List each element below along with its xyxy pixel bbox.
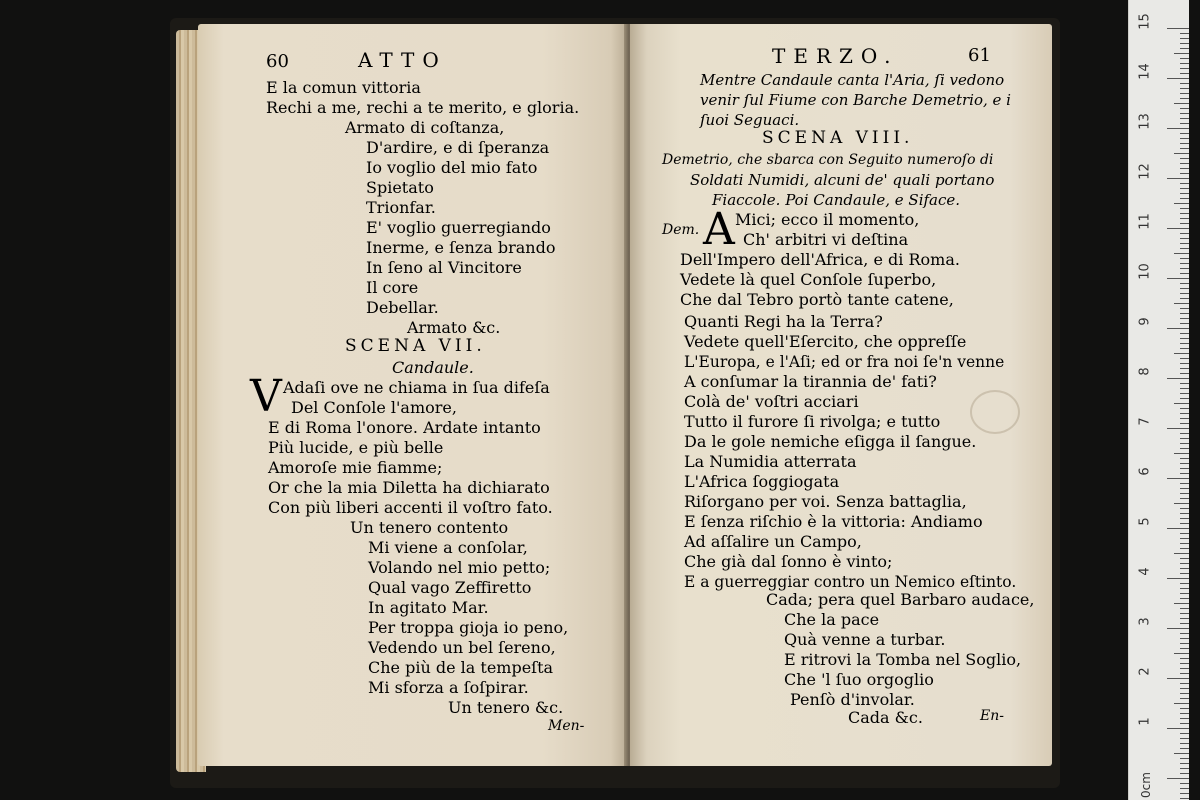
- ruler-tick: [1180, 513, 1189, 514]
- text-line: Spietato: [366, 178, 434, 197]
- ruler-tick: [1180, 118, 1189, 119]
- ruler-tick: [1180, 398, 1189, 399]
- ruler-tick: [1180, 298, 1189, 299]
- page-number-left: 60: [266, 51, 289, 72]
- ink-stain: [970, 390, 1020, 434]
- ruler-tick: [1180, 168, 1189, 169]
- text-line: Vedete là quel Conſole ſuperbo,: [680, 270, 937, 289]
- text-line: Da le gole nemiche eſigga il ſangue.: [684, 432, 977, 451]
- ruler-number: 14: [1137, 63, 1153, 80]
- text-line: L'Africa ſoggiogata: [684, 472, 840, 491]
- ruler-tick: [1180, 338, 1189, 339]
- ruler-tick: [1180, 638, 1189, 639]
- text-line: Con più liberi accenti il voſtro fato.: [268, 498, 553, 517]
- ruler-tick: [1180, 293, 1189, 294]
- ruler-tick: [1180, 723, 1189, 724]
- ruler-tick: [1180, 693, 1189, 694]
- ruler-tick: [1180, 48, 1189, 49]
- ruler-tick: [1180, 783, 1189, 784]
- drop-cap: A: [703, 204, 735, 255]
- ruler-tick: [1167, 678, 1189, 679]
- text-line: Del Conſole l'amore,: [291, 398, 457, 417]
- text-line: Armato &c.: [407, 318, 501, 337]
- text-line: Mi sforza a ſoſpirar.: [368, 678, 529, 697]
- ruler-tick: [1180, 243, 1189, 244]
- ruler-tick: [1180, 418, 1189, 419]
- ruler-tick: [1167, 128, 1189, 129]
- character-name: Candaule.: [392, 358, 474, 377]
- text-line: Colà de' voſtri acciari: [684, 392, 859, 411]
- ruler-tick: [1167, 178, 1189, 179]
- text-line: D'ardire, e di ſperanza: [366, 138, 550, 157]
- ruler-tick: [1180, 448, 1189, 449]
- ruler-tick: [1180, 183, 1189, 184]
- ruler-tick: [1180, 533, 1189, 534]
- ruler-tick: [1180, 363, 1189, 364]
- text-line: Debellar.: [366, 298, 439, 317]
- ruler-number: 5: [1137, 517, 1153, 526]
- ruler-tick: [1180, 573, 1189, 574]
- text-line: Più lucide, e più belle: [268, 438, 444, 457]
- stage-direction: Mentre Candaule canta l'Aria, ſi vedono: [700, 71, 1005, 89]
- ruler-number: 11: [1137, 213, 1153, 230]
- ruler-tick: [1180, 743, 1189, 744]
- ruler-number: 15: [1137, 13, 1153, 30]
- ruler-tick: [1180, 248, 1189, 249]
- ruler-tick: [1180, 498, 1189, 499]
- ruler-tick: [1180, 543, 1189, 544]
- ruler-number: 9: [1137, 317, 1153, 326]
- ruler-tick: [1174, 753, 1189, 754]
- ruler-tick: [1180, 268, 1189, 269]
- text-line: In ſeno al Vincitore: [366, 258, 522, 277]
- ruler-tick: [1174, 53, 1189, 54]
- ruler-tick: [1167, 728, 1189, 729]
- text-line: Tutto il furore ſi rivolga; e tutto: [684, 412, 941, 431]
- ruler-tick: [1180, 758, 1189, 759]
- ruler-tick: [1180, 518, 1189, 519]
- ruler-tick: [1180, 483, 1189, 484]
- running-head-right: TERZO.: [772, 44, 899, 68]
- ruler-tick: [1180, 323, 1189, 324]
- ruler-tick: [1180, 538, 1189, 539]
- ruler-tick: [1167, 328, 1189, 329]
- ruler-number: 2: [1137, 667, 1153, 676]
- ruler-tick: [1180, 73, 1189, 74]
- text-line: Trionfar.: [366, 198, 436, 217]
- ruler-tick: [1180, 658, 1189, 659]
- ruler-tick: [1167, 578, 1189, 579]
- text-line: Quà venne a turbar.: [784, 630, 946, 649]
- ruler-number: 7: [1137, 417, 1153, 426]
- ruler-tick: [1180, 443, 1189, 444]
- ruler-tick: [1174, 503, 1189, 504]
- text-line: Cada; pera quel Barbaro audace,: [766, 590, 1035, 609]
- measurement-ruler: [1128, 0, 1189, 800]
- ruler-tick: [1180, 98, 1189, 99]
- ruler-tick: [1180, 643, 1189, 644]
- ruler-tick: [1180, 713, 1189, 714]
- ruler-tick: [1180, 388, 1189, 389]
- ruler-tick: [1180, 333, 1189, 334]
- ruler-tick: [1180, 358, 1189, 359]
- ruler-tick: [1180, 568, 1189, 569]
- ruler-tick: [1180, 563, 1189, 564]
- ruler-tick: [1180, 63, 1189, 64]
- ruler-tick: [1180, 688, 1189, 689]
- ruler-tick: [1174, 353, 1189, 354]
- ruler-tick: [1167, 528, 1189, 529]
- text-line: E di Roma l'onore. Ardate intanto: [268, 418, 541, 437]
- ruler-tick: [1180, 548, 1189, 549]
- ruler-tick: [1180, 308, 1189, 309]
- ruler-tick: [1180, 188, 1189, 189]
- ruler-tick: [1180, 263, 1189, 264]
- text-line: In agitato Mar.: [368, 598, 489, 617]
- ruler-tick: [1180, 213, 1189, 214]
- ruler-tick: [1174, 153, 1189, 154]
- text-line: L'Europa, e l'Aſi; ed or fra noi ſe'n venne: [684, 353, 1005, 371]
- text-line: E a guerreggiar contro un Nemico eſtinto.: [684, 573, 1017, 591]
- ruler-number: 8: [1137, 367, 1153, 376]
- text-line: Un tenero &c.: [448, 698, 564, 717]
- text-line: Vedendo un bel ſereno,: [368, 638, 556, 657]
- ruler-tick: [1180, 488, 1189, 489]
- stage-direction: ſuoi Seguaci.: [700, 111, 800, 129]
- ruler-tick: [1180, 83, 1189, 84]
- text-line: E' voglio guerregiando: [366, 218, 551, 237]
- stage-direction: venir ſul Fiume con Barche Demetrio, e i: [700, 91, 1011, 109]
- ruler-tick: [1180, 718, 1189, 719]
- text-line: Che più de la tempeſta: [368, 658, 554, 677]
- ruler-tick: [1180, 768, 1189, 769]
- ruler-tick: [1180, 558, 1189, 559]
- ruler-tick: [1180, 608, 1189, 609]
- ruler-tick: [1174, 603, 1189, 604]
- ruler-tick: [1180, 588, 1189, 589]
- ruler-tick: [1167, 78, 1189, 79]
- text-line: Il core: [366, 278, 419, 297]
- speaker-label: Dem.: [662, 222, 700, 238]
- ruler-tick: [1180, 148, 1189, 149]
- ruler-tick: [1180, 163, 1189, 164]
- text-line: La Numidia atterrata: [684, 452, 857, 471]
- ruler-tick: [1180, 198, 1189, 199]
- ruler-tick: [1180, 318, 1189, 319]
- text-line: Che dal Tebro portò tante catene,: [680, 290, 954, 309]
- ruler-tick: [1180, 373, 1189, 374]
- ruler-tick: [1174, 453, 1189, 454]
- ruler-tick: [1180, 613, 1189, 614]
- ruler-tick: [1180, 473, 1189, 474]
- ruler-tick: [1180, 438, 1189, 439]
- ruler-tick: [1174, 203, 1189, 204]
- text-line: E la comun vittoria: [266, 78, 421, 97]
- ruler-tick: [1174, 303, 1189, 304]
- ruler-tick: [1180, 458, 1189, 459]
- ruler-tick: [1180, 288, 1189, 289]
- ruler-tick: [1167, 278, 1189, 279]
- ruler-tick: [1180, 413, 1189, 414]
- text-line: E ſenza riſchio è la vittoria: Andiamo: [684, 512, 983, 531]
- ruler-tick: [1180, 793, 1189, 794]
- ruler-tick: [1180, 673, 1189, 674]
- ruler-tick: [1180, 508, 1189, 509]
- ruler-tick: [1180, 668, 1189, 669]
- ruler-tick: [1180, 38, 1189, 39]
- ruler-tick: [1180, 343, 1189, 344]
- ruler-tick: [1180, 408, 1189, 409]
- stage-direction: Fiaccole. Poi Candaule, e Siface.: [712, 191, 961, 209]
- ruler-tick: [1167, 628, 1189, 629]
- ruler-tick: [1180, 238, 1189, 239]
- running-head-left: ATTO: [358, 48, 447, 72]
- text-line: Penſò d'involar.: [790, 690, 915, 709]
- text-line: Cada &c.: [848, 708, 923, 727]
- ruler-tick: [1180, 208, 1189, 209]
- ruler-tick: [1180, 523, 1189, 524]
- ruler-tick: [1180, 698, 1189, 699]
- text-line: Ad aſſalire un Campo,: [684, 532, 862, 551]
- ruler-tick: [1174, 253, 1189, 254]
- ruler-tick: [1180, 273, 1189, 274]
- ruler-tick: [1167, 778, 1189, 779]
- ruler-tick: [1180, 788, 1189, 789]
- scene-heading: SCENA VII.: [345, 336, 486, 356]
- ruler-tick: [1180, 138, 1189, 139]
- drop-cap: V: [250, 371, 282, 422]
- ruler-tick: [1180, 663, 1189, 664]
- ruler-tick: [1180, 258, 1189, 259]
- text-line: Mici; ecco il momento,: [735, 210, 920, 229]
- ruler-tick: [1174, 653, 1189, 654]
- ruler-tick: [1180, 283, 1189, 284]
- text-line: Amoroſe mie fiamme;: [268, 458, 443, 477]
- ruler-tick: [1174, 553, 1189, 554]
- ruler-tick: [1180, 493, 1189, 494]
- page-number-right: 61: [968, 45, 991, 66]
- ruler-tick: [1167, 378, 1189, 379]
- ruler-number: 6: [1137, 467, 1153, 476]
- ruler-tick: [1180, 593, 1189, 594]
- catchword-right: En-: [980, 708, 1004, 724]
- text-line: Dell'Impero dell'Africa, e di Roma.: [680, 250, 960, 269]
- ruler-tick: [1180, 598, 1189, 599]
- ruler-tick: [1174, 703, 1189, 704]
- ruler-tick: [1180, 633, 1189, 634]
- ruler-tick: [1180, 233, 1189, 234]
- ruler-tick: [1180, 133, 1189, 134]
- ruler-number: 10: [1137, 263, 1153, 280]
- text-line: Per troppa gioja io peno,: [368, 618, 569, 637]
- ruler-tick: [1180, 618, 1189, 619]
- text-line: Qual vago Zeffiretto: [368, 578, 532, 597]
- ruler-tick: [1167, 228, 1189, 229]
- ruler-tick: [1180, 798, 1189, 799]
- scene-heading: SCENA VIII.: [762, 128, 914, 148]
- ruler-tick: [1180, 463, 1189, 464]
- stage-direction: Demetrio, che sbarca con Seguito numeroſo di: [662, 152, 994, 168]
- ruler-tick: [1167, 428, 1189, 429]
- text-line: E ritrovi la Tomba nel Soglio,: [784, 650, 1022, 669]
- ruler-tick: [1180, 393, 1189, 394]
- text-line: A conſumar la tirannia de' fati?: [684, 372, 937, 391]
- ruler-tick: [1167, 28, 1189, 29]
- text-line: Armato di coſtanza,: [345, 118, 505, 137]
- text-line: Rechi a me, rechi a te merito, e gloria.: [266, 98, 580, 117]
- ruler-number: 1: [1137, 717, 1153, 726]
- text-line: Quanti Regi ha la Terra?: [684, 312, 883, 331]
- text-line: Vedete quell'Eſercito, che oppreſſe: [684, 332, 967, 351]
- ruler-number: 4: [1137, 567, 1153, 576]
- stage-direction: Soldati Numidi, alcuni de' quali portano: [690, 171, 995, 189]
- ruler-tick: [1180, 648, 1189, 649]
- ruler-tick: [1180, 763, 1189, 764]
- catchword-left: Men-: [548, 718, 585, 734]
- text-line: Ch' arbitri vi deſtina: [743, 230, 909, 249]
- ruler-tick: [1180, 773, 1189, 774]
- text-line: Che già dal ſonno è vinto;: [684, 552, 893, 571]
- ruler-tick: [1180, 368, 1189, 369]
- ruler-tick: [1174, 103, 1189, 104]
- text-line: Adaſi ove ne chiama in ſua difeſa: [283, 378, 550, 397]
- ruler-tick: [1180, 708, 1189, 709]
- text-line: Che la pace: [784, 610, 880, 629]
- ruler-tick: [1180, 58, 1189, 59]
- ruler-tick: [1180, 423, 1189, 424]
- ruler-tick: [1180, 383, 1189, 384]
- ruler-tick: [1180, 223, 1189, 224]
- ruler-tick: [1180, 623, 1189, 624]
- ruler-tick: [1180, 173, 1189, 174]
- ruler-tick: [1180, 88, 1189, 89]
- ruler-tick: [1180, 108, 1189, 109]
- ruler-unit: 0cm: [1138, 772, 1153, 798]
- ruler-tick: [1180, 468, 1189, 469]
- ruler-tick: [1167, 478, 1189, 479]
- ruler-number: 12: [1137, 163, 1153, 180]
- ruler-tick: [1180, 733, 1189, 734]
- ruler-tick: [1180, 683, 1189, 684]
- text-line: Inerme, e ſenza brando: [366, 238, 556, 257]
- text-line: Mi viene a conſolar,: [368, 538, 528, 557]
- ruler-tick: [1180, 43, 1189, 44]
- ruler-tick: [1180, 68, 1189, 69]
- ruler-tick: [1180, 143, 1189, 144]
- ruler-tick: [1180, 123, 1189, 124]
- ruler-tick: [1180, 158, 1189, 159]
- ruler-tick: [1180, 93, 1189, 94]
- text-line: Volando nel mio petto;: [368, 558, 551, 577]
- ruler-tick: [1180, 193, 1189, 194]
- ruler-tick: [1180, 738, 1189, 739]
- ruler-tick: [1174, 403, 1189, 404]
- ruler-tick: [1180, 218, 1189, 219]
- ruler-tick: [1180, 583, 1189, 584]
- ruler-number: 13: [1137, 113, 1153, 130]
- ruler-tick: [1180, 33, 1189, 34]
- text-line: Che 'l ſuo orgoglio: [784, 670, 934, 689]
- text-line: Un tenero contento: [350, 518, 509, 537]
- text-line: Or che la mia Diletta ha dichiarato: [268, 478, 550, 497]
- ruler-number: 3: [1137, 617, 1153, 626]
- ruler-tick: [1180, 113, 1189, 114]
- text-line: Io voglio del mio fato: [366, 158, 538, 177]
- text-line: Riſorgano per voi. Senza battaglia,: [684, 492, 967, 511]
- ruler-tick: [1180, 748, 1189, 749]
- ruler-tick: [1180, 313, 1189, 314]
- ruler-tick: [1180, 348, 1189, 349]
- ruler-tick: [1180, 433, 1189, 434]
